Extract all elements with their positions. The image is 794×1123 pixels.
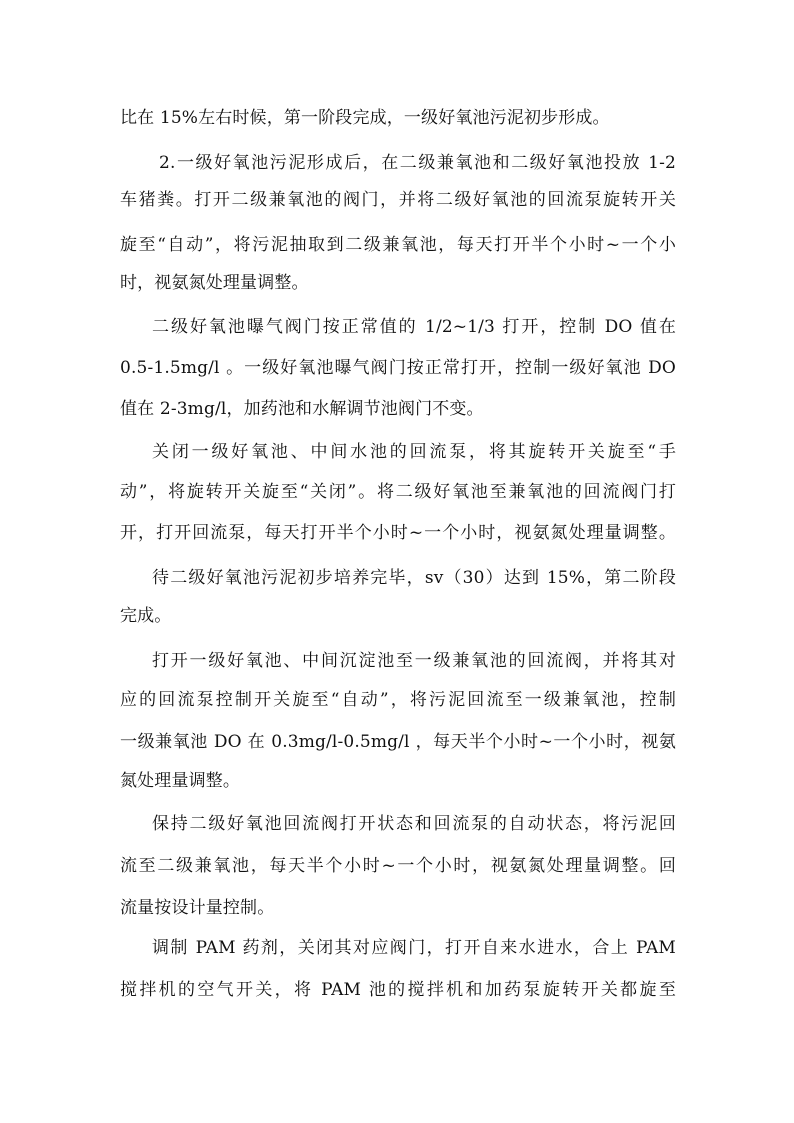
paragraph-line-16: 一级兼氧池 DO 在 0.3mg/l-0.5mg/l ，每天半个小时~一个小时，视氨	[120, 732, 676, 752]
paragraph-line-22: 搅拌机的空气开关，将 PAM 池的搅拌机和加药泵旋转开关都旋至	[120, 980, 676, 1000]
paragraph-line-9: 关闭一级好氧池、中间水池的回流泵，将其旋转开关旋至“手	[152, 442, 676, 462]
paragraph-line-21: 调制 PAM 药剂，关闭其对应阀门，打开自来水进水，合上 PAM	[152, 938, 676, 958]
paragraph-line-19: 流至二级兼氧池，每天半个小时~一个小时，视氨氮处理量调整。回	[120, 856, 676, 876]
paragraph-line-14: 打开一级好氧池、中间沉淀池至一级兼氧池的回流阀，并将其对	[152, 651, 676, 671]
paragraph-line-4: 旋至“自动”，将污泥抽取到二级兼氧池，每天打开半个小时~一个小	[120, 235, 676, 255]
paragraph-line-7: 0.5-1.5mg/l 。一级好氧池曝气阀门按正常打开，控制一级好氧池 DO	[120, 358, 676, 378]
paragraph-line-10: 动”，将旋转开关旋至“关闭”。将二级好氧池至兼氧池的回流阀门打	[120, 482, 676, 502]
paragraph-line-13: 完成。	[120, 606, 172, 626]
paragraph-line-5: 时，视氨氮处理量调整。	[120, 273, 309, 293]
paragraph-line-18: 保持二级好氧池回流阀打开状态和回流泵的自动状态，将污泥回	[152, 814, 676, 834]
paragraph-line-6: 二级好氧池曝气阀门按正常值的 1/2~1/3 打开，控制 DO 值在	[152, 317, 676, 337]
paragraph-line-8: 值在 2-3mg/l，加药池和水解调节池阀门不变。	[120, 399, 484, 419]
paragraph-line-20: 流量按设计量控制。	[120, 898, 275, 918]
paragraph-line-3: 车猪粪。打开二级兼氧池的阀门，并将二级好氧池的回流泵旋转开关	[120, 190, 676, 210]
paragraph-line-11: 开，打开回流泵，每天打开半个小时~一个小时，视氨氮处理量调整。	[120, 523, 676, 543]
paragraph-line-2: 2.一级好氧池污泥形成后，在二级兼氧池和二级好氧池投放 1-2	[159, 153, 676, 173]
paragraph-line-17: 氮处理量调整。	[120, 771, 241, 791]
paragraph-line-1: 比在 15%左右时候，第一阶段完成，一级好氧池污泥初步形成。	[120, 108, 610, 128]
paragraph-line-15: 应的回流泵控制开关旋至“自动”，将污泥回流至一级兼氧池，控制	[120, 690, 676, 710]
paragraph-line-12: 待二级好氧池污泥初步培养完毕，sv（30）达到 15%，第二阶段	[152, 568, 676, 588]
